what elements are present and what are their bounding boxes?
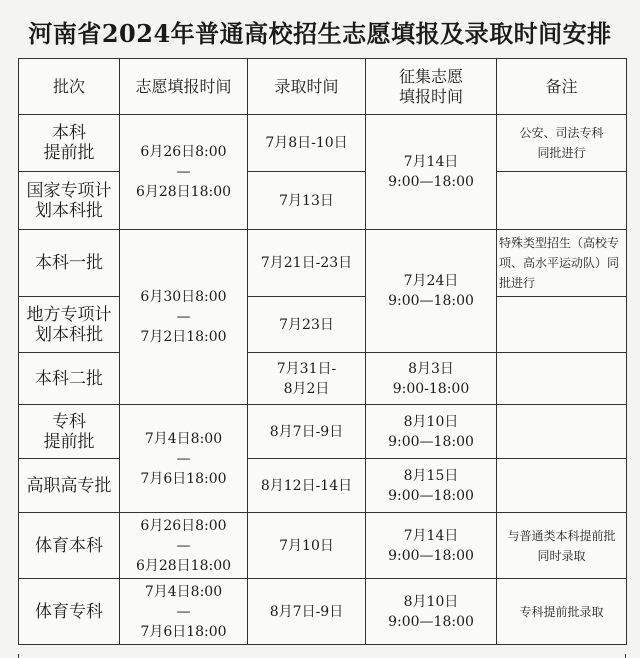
table-row [19, 513, 627, 579]
solicit-line: 9:00—18:00 [388, 174, 474, 190]
table-row [19, 297, 627, 353]
batch-line: 提前批 [43, 431, 95, 452]
table-header-row [19, 59, 627, 115]
solicit-time-cell [366, 230, 497, 353]
batch-cell: 体育专科 [19, 579, 120, 645]
remarks-cell: 专科提前批录取 [497, 579, 627, 645]
fill-time-line: 6月28日18:00 [135, 184, 232, 200]
fill-time-cell [120, 579, 248, 645]
table-row [19, 230, 627, 297]
solicit-line: 7月14日 [403, 527, 459, 544]
fill-time-line: 6月30日8:00 [140, 289, 227, 305]
admission-line: 8月2日 [283, 380, 330, 397]
remarks-cell [497, 513, 627, 579]
solicit-line: 9:00—18:00 [388, 293, 474, 309]
admission-time-cell: 8月12日-14日 [248, 459, 366, 513]
admission-time-cell: 7月21日-23日 [248, 230, 366, 297]
solicit-time-cell [366, 115, 497, 230]
remarks-line: 同时录取 [537, 548, 586, 563]
solicit-line: 9:00-18:00 [392, 380, 470, 397]
table-row [19, 579, 627, 645]
solicit-time-cell [366, 353, 497, 405]
remarks-cell [497, 172, 627, 230]
remarks-cell [497, 459, 627, 513]
fill-time-line: — [176, 309, 191, 325]
solicit-time-cell [366, 405, 497, 459]
batch-line: 提前批 [43, 143, 95, 163]
admission-time-cell: 8月7日-9日 [248, 405, 366, 459]
batch-cell [19, 172, 120, 230]
solicit-line: 8月3日 [408, 360, 454, 377]
table-row [19, 405, 627, 459]
remarks-line: 与普通类本科提前批 [507, 528, 616, 543]
solicit-line: 7月24日 [403, 273, 459, 289]
admission-time-cell: 7月8日-10日 [248, 115, 366, 172]
admission-time-cell: 7月13日 [248, 172, 366, 230]
solicit-line: 9:00—18:00 [388, 613, 474, 630]
solicit-line: 8月10日 [403, 593, 459, 610]
fill-time-line: 6月26日8:00 [140, 144, 227, 160]
remarks-cell [497, 405, 627, 459]
fill-time-line: — [176, 450, 191, 467]
table-row [19, 353, 627, 405]
fill-time-line: 7月4日8:00 [144, 583, 223, 600]
admission-time-cell: 8月7日-9日 [248, 579, 366, 645]
header-admission-time: 录取时间 [248, 59, 366, 115]
header-fill-time: 志愿填报时间 [120, 59, 248, 115]
table-row [19, 115, 627, 172]
batch-cell [19, 115, 120, 172]
admission-schedule-table [18, 58, 627, 645]
table-row [19, 459, 627, 513]
remarks-line: 公安、司法专科 [519, 126, 604, 140]
fill-time-line: 7月4日8:00 [144, 430, 223, 447]
remarks-cell: 特殊类型招生（高校专项、高水平运动队）同批进行 [497, 230, 627, 297]
batch-cell: 高职高专批 [19, 459, 120, 513]
remarks-cell [497, 353, 627, 405]
table-continuation [18, 654, 626, 658]
solicit-line: 7月14日 [403, 154, 459, 170]
batch-line: 划本科批 [35, 200, 103, 221]
solicit-line: 8月10日 [403, 413, 459, 430]
batch-line: 划本科批 [35, 324, 103, 345]
header-batch: 批次 [19, 59, 120, 115]
batch-cell: 本科二批 [19, 353, 120, 405]
batch-cell [19, 405, 120, 459]
table-row [19, 172, 627, 230]
fill-time-line: — [176, 537, 191, 554]
remarks-cell [497, 297, 627, 353]
page-title: 河南省2024年普通高校招生志愿填报及录取时间安排 [28, 19, 612, 48]
fill-time-line: 7月6日18:00 [140, 470, 227, 487]
remarks-cell [497, 115, 627, 172]
batch-cell: 体育本科 [19, 513, 120, 579]
solicit-line: 9:00—18:00 [388, 487, 474, 504]
batch-line: 专科 [52, 411, 86, 432]
solicit-time-cell [366, 459, 497, 513]
fill-time-cell [120, 513, 248, 579]
fill-time-cell [120, 230, 248, 405]
header-solicit-time [366, 59, 497, 115]
admission-time-cell [248, 353, 366, 405]
batch-line: 地方专项计 [26, 304, 112, 325]
batch-cell [19, 297, 120, 353]
solicit-line: 9:00—18:00 [388, 547, 474, 564]
fill-time-line: 7月2日18:00 [140, 329, 227, 345]
admission-line: 7月31日- [276, 360, 337, 377]
admission-time-cell: 7月10日 [248, 513, 366, 579]
header-solicit-line: 征集志愿 [398, 66, 463, 86]
solicit-line: 9:00—18:00 [388, 433, 474, 450]
batch-line: 本科 [52, 123, 86, 143]
fill-time-line: 6月28日18:00 [135, 557, 232, 574]
solicit-line: 8月15日 [403, 467, 459, 484]
solicit-time-cell [366, 579, 497, 645]
fill-time-line: — [176, 164, 191, 180]
header-remarks: 备注 [497, 59, 627, 115]
fill-time-cell [120, 115, 248, 230]
solicit-time-cell [366, 513, 497, 579]
fill-time-cell [120, 405, 248, 513]
batch-line: 国家专项计 [26, 180, 112, 201]
fill-time-line: — [176, 603, 191, 620]
admission-time-cell: 7月23日 [248, 297, 366, 353]
fill-time-line: 6月26日8:00 [140, 517, 227, 534]
fill-time-line: 7月6日18:00 [140, 623, 227, 640]
batch-cell: 本科一批 [19, 230, 120, 297]
header-solicit-line: 填报时间 [398, 86, 463, 106]
remarks-line: 同批进行 [537, 146, 586, 160]
